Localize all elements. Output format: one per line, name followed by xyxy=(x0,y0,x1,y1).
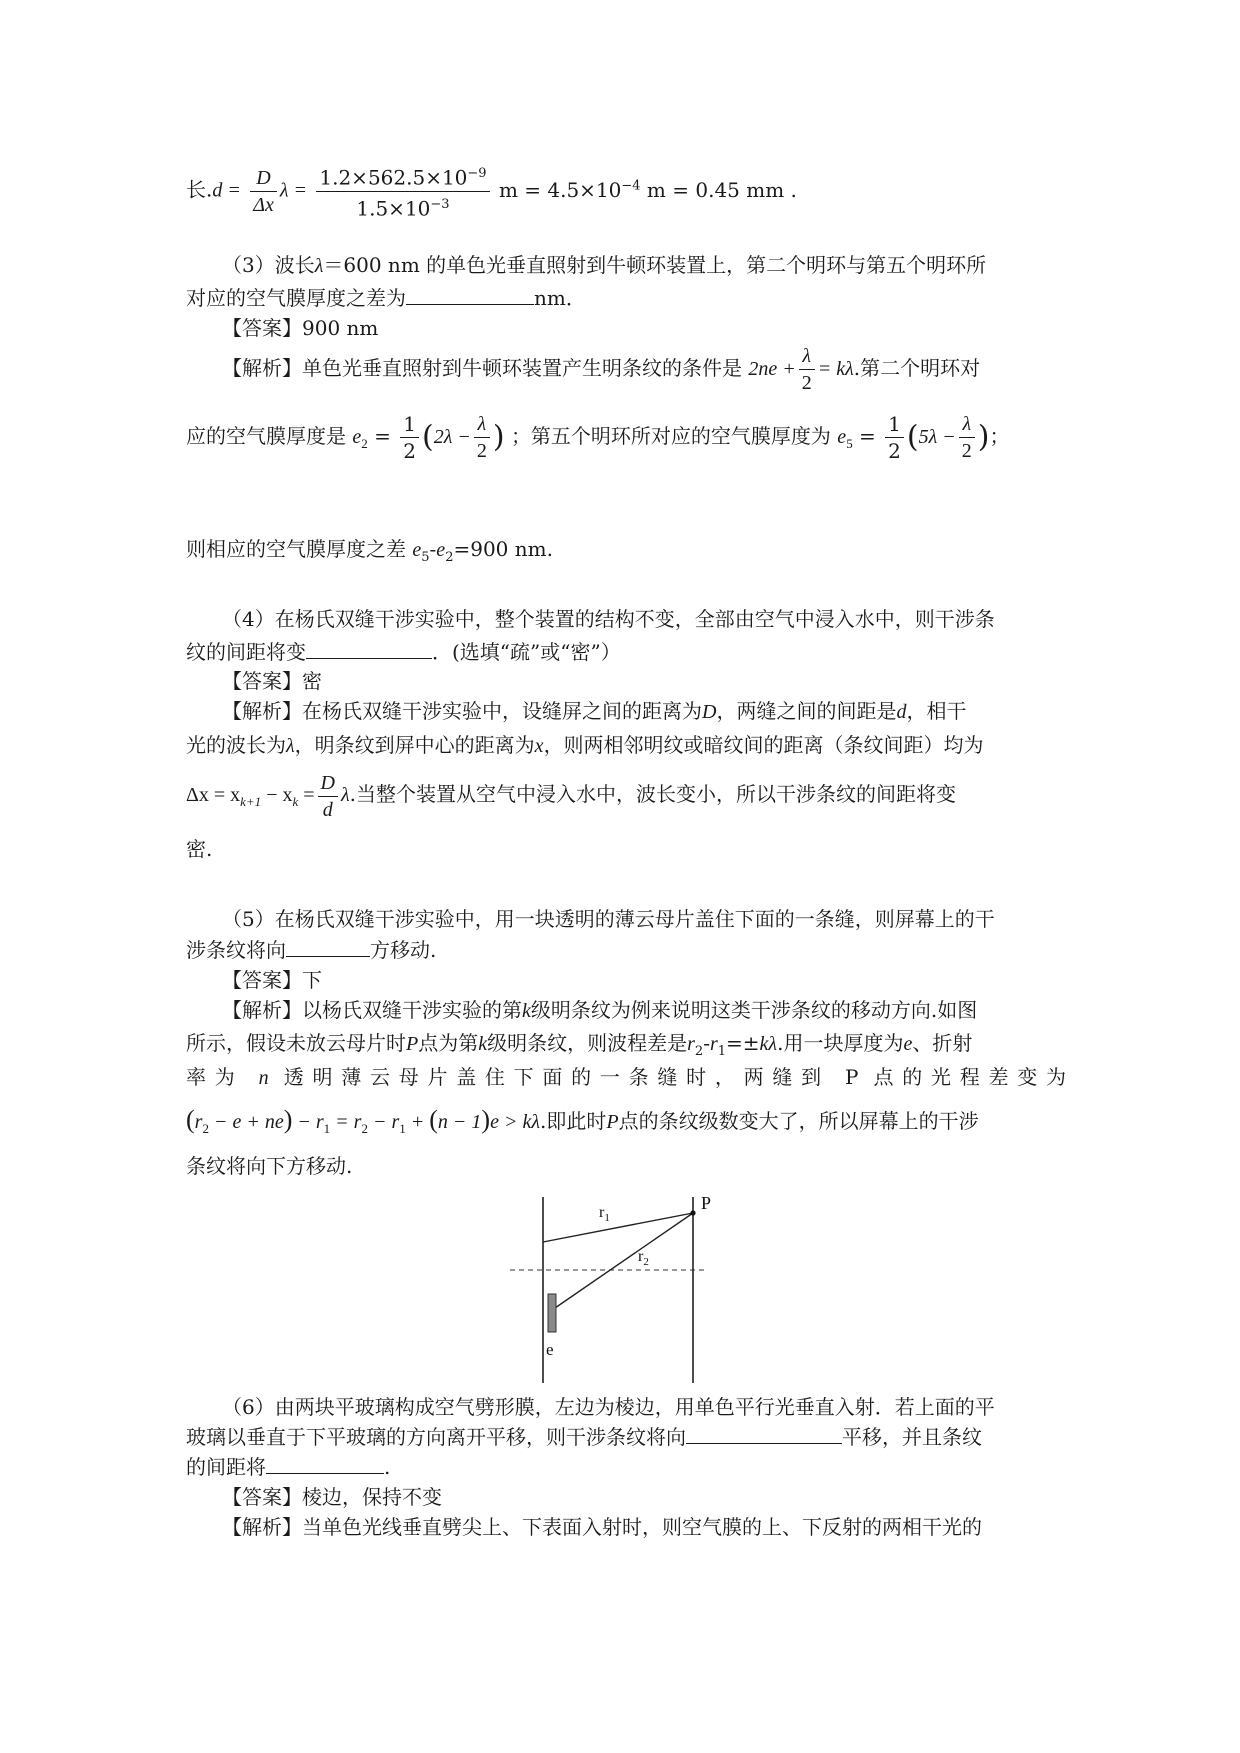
e5-label: e xyxy=(837,426,847,448)
q5-analysis-4b: 点的条纹级数变大了，所以屏幕上的干涉 xyxy=(618,1109,979,1133)
q4-formula xyxy=(186,771,350,821)
q5-analysis-1a: 以杨氏双缝干涉实验的第 xyxy=(302,998,522,1022)
q4-answer: 密 xyxy=(302,669,322,693)
frac-num: λ xyxy=(959,411,975,438)
f-frac xyxy=(318,770,338,823)
q4-stem-1: （4）在杨氏双缝干涉实验中，整个装置的结构不变，全部由空气中浸入水中，则干涉条 xyxy=(222,607,995,631)
q5-formula xyxy=(186,1105,540,1136)
q4-stem-line1 xyxy=(222,604,995,634)
q3-analysis-4-end: ； xyxy=(989,424,1010,448)
q4-analysis-1a: 在杨氏双缝干涉实验中，设缝屏之间的距离为 xyxy=(302,699,702,723)
q6-stem-line2 xyxy=(186,1422,982,1452)
point-P-marker xyxy=(690,1210,695,1215)
q3-answer-label: 【答案】 xyxy=(222,316,302,340)
frac-num xyxy=(316,161,489,192)
formula-lhs: d = xyxy=(212,179,241,202)
q3-answer-line xyxy=(222,313,378,343)
q3-analysis-3: 应的空气膜厚度是 xyxy=(186,424,346,448)
q4-analysis-line2 xyxy=(186,730,984,761)
f-c2: 2 xyxy=(361,1121,368,1136)
q3-analysis-2: .第二个明环对 xyxy=(853,356,981,380)
q4-answer-blank xyxy=(306,638,432,659)
q4-answer-line xyxy=(222,666,322,696)
q3-stem-line2 xyxy=(186,283,586,313)
result-text: m = 4.5×10 xyxy=(498,177,622,202)
f-r2s: 2 xyxy=(202,1121,209,1136)
lambda-half-frac xyxy=(474,411,490,464)
q6-answer-label: 【答案】 xyxy=(222,1485,302,1509)
half-frac xyxy=(400,411,419,464)
frac-num: λ xyxy=(799,343,815,370)
e5-text: e xyxy=(412,539,422,561)
frac-num: 1 xyxy=(885,411,904,438)
var-lambda: λ xyxy=(286,735,295,757)
e5-eq: = xyxy=(859,424,876,448)
f-eq: = xyxy=(298,784,315,806)
pd-s1: 1 xyxy=(717,1044,727,1059)
q4-stem-2: 纹的间距将变 xyxy=(186,640,306,664)
q3-stem-4: nm． xyxy=(534,286,586,310)
q3-lambda: λ xyxy=(314,255,324,277)
mica-sheet xyxy=(548,1294,556,1332)
paren-open: ( xyxy=(906,419,919,455)
e2-eq: = xyxy=(374,424,391,448)
q5-stem-line2 xyxy=(186,935,436,965)
e2-sub-text: 2 xyxy=(445,550,454,565)
q5-stem-line1 xyxy=(222,904,995,934)
q3-stem-3: 对应的空气膜厚度之差为 xyxy=(186,286,406,310)
frac-num: D xyxy=(250,165,277,192)
f-sub2: k xyxy=(292,794,299,809)
q3-analysis-line1 xyxy=(222,340,980,397)
f-f: e > kλ xyxy=(490,1111,540,1133)
half-frac-2 xyxy=(885,411,904,464)
result-exp: −4 xyxy=(621,178,641,193)
q4-analysis-line4 xyxy=(186,834,212,864)
q4-analysis-label: 【解析】 xyxy=(222,699,302,723)
frac-num: λ xyxy=(474,411,490,438)
ray-r2 xyxy=(555,1213,693,1308)
q3-analysis-4: ；第五个明环所对应的空气膜厚度为 xyxy=(510,424,831,448)
q5-analysis-2b: 点为第 xyxy=(418,1031,479,1055)
f-b: − r xyxy=(292,1111,324,1133)
q3-answer: 900 nm xyxy=(302,316,379,340)
var-d: d xyxy=(896,701,907,723)
q3-stem-1: （3）波长 xyxy=(222,253,315,277)
e5-var xyxy=(837,426,853,451)
frac-num: D xyxy=(318,770,338,797)
frac-den: Δx xyxy=(253,193,274,216)
f-c: = r xyxy=(330,1111,362,1133)
q4-analysis-2c: ，则两相邻明纹或暗纹间的距离（条纹间距）均为 xyxy=(543,733,984,757)
f-d: − r xyxy=(367,1111,400,1133)
q6-stem-1: （6）由两块平玻璃构成空气劈形膜，左边为棱边，用单色平行光垂直入射．若上面的平 xyxy=(222,1395,995,1419)
pd-kl: kλ xyxy=(759,1033,778,1055)
q3-analysis-1: 单色光垂直照射到牛顿环装置产生明条纹的条件是 xyxy=(302,356,742,380)
q4-analysis-2a: 光的波长为 xyxy=(186,733,286,757)
q6-stem-2b: 平移，并且条纹 xyxy=(842,1425,982,1449)
f-sub1: k+1 xyxy=(240,794,262,809)
q4-analysis-1c: ，相干 xyxy=(906,699,967,723)
label-P: P xyxy=(701,1195,712,1213)
var-k: k xyxy=(522,1000,531,1022)
q6-analysis-label: 【解析】 xyxy=(222,1515,302,1539)
f-close2: ) xyxy=(481,1105,491,1134)
pd-eq: =± xyxy=(726,1031,760,1055)
q4-analysis-1b: ，两缝之间的间距是 xyxy=(716,699,897,723)
f-d1: 1 xyxy=(399,1121,406,1136)
q3-analysis-5b: =900 nm. xyxy=(453,537,553,561)
e2-sub: 2 xyxy=(361,436,368,451)
frac-num-text: 1.2×562.5×10 xyxy=(319,165,468,190)
formula-prefix: 长. xyxy=(186,177,213,202)
lambda-half-frac-2 xyxy=(959,411,975,464)
var-x: x xyxy=(534,735,544,757)
dash: - xyxy=(429,537,437,561)
var-n: n xyxy=(258,1067,269,1089)
var-P: P xyxy=(406,1033,419,1055)
q6-answer: 棱边，保持不变 xyxy=(302,1485,442,1509)
q6-stem-line1 xyxy=(222,1392,995,1422)
q5-analysis-2e: 、折射 xyxy=(912,1031,973,1055)
q5-stem-1: （5）在杨氏双缝干涉实验中，用一块透明的薄云母片盖住下面的一条缝，则屏幕上的干 xyxy=(222,907,995,931)
q6-stem-line3 xyxy=(186,1452,390,1482)
pd-s2: 2 xyxy=(694,1044,704,1059)
f-n1: n − 1 xyxy=(437,1111,482,1133)
frac-den: 2 xyxy=(476,440,487,462)
paren-close: ) xyxy=(492,419,505,455)
formula-result xyxy=(499,178,797,202)
f-b1: 1 xyxy=(323,1121,331,1136)
pd-r2: r xyxy=(687,1033,695,1055)
q3-analysis-5a: 则相应的空气膜厚度之差 xyxy=(186,537,413,561)
e2-text: e xyxy=(436,539,446,561)
q3-cond-rhs: = kλ xyxy=(817,358,854,380)
result-tail: m = 0.45 mm . xyxy=(640,177,797,202)
frac-den-text: 1.5×10 xyxy=(356,196,431,221)
q5-stem-3: 方移动. xyxy=(370,938,437,962)
q3-stem-2: ＝600 nm 的单色光垂直照射到牛顿环装置上，第二个明环与第五个明环所 xyxy=(323,253,987,277)
q4-analysis-3: .当整个装置从空气中浸入水中，波长变小，所以干涉条纹的间距将变 xyxy=(349,782,957,806)
frac-den: 2 xyxy=(888,439,901,463)
q4-answer-label: 【答案】 xyxy=(222,669,302,693)
label-r1: $r_1$ xyxy=(599,1204,610,1224)
e5-sub-text: 5 xyxy=(421,550,430,565)
q5-analysis-2a: 所示，假设未放云母片时 xyxy=(186,1031,406,1055)
q5-analysis-3b: 透明薄云母片盖住下面的一条缝时，两缝到 P 点的光程差变为 xyxy=(283,1065,1067,1089)
pd-r1: r xyxy=(709,1033,718,1055)
frac-den: 2 xyxy=(801,372,812,394)
q4-analysis-line3 xyxy=(186,766,956,830)
q5-analysis-4a: .即此时 xyxy=(540,1109,607,1133)
q3-analysis-line2 xyxy=(186,408,1010,472)
frac-num-exp: −9 xyxy=(467,166,487,181)
e2-var xyxy=(352,426,368,451)
q6-answer-line xyxy=(222,1482,442,1512)
frac-den: 2 xyxy=(961,440,972,462)
frac-den-exp: −3 xyxy=(430,196,450,212)
fraction-d-over-dx xyxy=(250,165,277,218)
q5-analysis-line3 xyxy=(186,1062,1066,1093)
q3-stem xyxy=(186,250,1066,281)
e2-label: e xyxy=(352,426,362,448)
q5-analysis-label: 【解析】 xyxy=(222,998,302,1022)
q6-stem-3b: . xyxy=(384,1455,391,1479)
var-P-2: P xyxy=(606,1111,619,1133)
pd-dash: - xyxy=(703,1031,710,1055)
q3-analysis-label: 【解析】 xyxy=(222,356,302,380)
q6-answer-blank-1 xyxy=(686,1423,842,1444)
double-slit-figure xyxy=(500,1195,730,1385)
q5-analysis-5: 条纹将向下方移动. xyxy=(186,1154,353,1178)
q6-stem-2a: 玻璃以垂直于下平玻璃的方向离开平移，则干涉条纹将向 xyxy=(186,1425,686,1449)
e2-inner: 2λ − xyxy=(433,426,471,448)
f-lam: λ xyxy=(340,784,350,806)
q3-answer-blank xyxy=(406,284,534,305)
q4-analysis-4: 密. xyxy=(186,837,213,861)
q4-analysis-2b: ，明条纹到屏中心的距离为 xyxy=(294,733,535,757)
paren-open: ( xyxy=(421,419,434,455)
formula-top-line xyxy=(186,158,797,221)
fraction-numeric xyxy=(316,161,489,221)
q5-analysis-line4 xyxy=(186,1100,979,1149)
q5-answer-line xyxy=(222,965,322,995)
f-r2: r xyxy=(194,1111,203,1133)
e5-sub: 5 xyxy=(846,436,853,451)
q6-analysis-line1 xyxy=(222,1512,982,1542)
f-lhs: Δx = x xyxy=(186,784,241,806)
q5-analysis-3a: 率为 xyxy=(186,1065,244,1089)
q4-analysis-line1 xyxy=(222,696,966,727)
q4-stem-3: ．(选填“疏”或“密”） xyxy=(432,640,621,664)
frac-den xyxy=(316,192,489,222)
q3-cond-frac xyxy=(799,343,815,396)
f-e: + xyxy=(405,1111,430,1133)
f-open: ( xyxy=(186,1105,195,1134)
var-k-2: k xyxy=(478,1033,488,1055)
q5-answer: 下 xyxy=(302,968,322,992)
q3-cond-lhs: 2ne + xyxy=(748,358,796,380)
ray-r1 xyxy=(543,1213,693,1242)
frac-den: 2 xyxy=(403,439,416,463)
f-close: ) xyxy=(283,1105,293,1134)
q5-analysis-1b: 级明条纹为例来说明这类干涉条纹的移动方向.如图 xyxy=(530,998,978,1022)
q5-analysis-2d: .用一块厚度为 xyxy=(777,1031,904,1055)
f-mid: − x xyxy=(261,784,293,806)
q5-analysis-line5 xyxy=(186,1151,352,1181)
q3-analysis-line3 xyxy=(186,534,553,573)
var-D: D xyxy=(702,701,717,723)
var-e: e xyxy=(903,1033,913,1055)
label-e: e xyxy=(546,1340,554,1359)
q5-answer-label: 【答案】 xyxy=(222,968,302,992)
q5-analysis-2c: 级明条纹，则波程差是 xyxy=(487,1031,688,1055)
q5-stem-2: 涉条纹将向 xyxy=(186,938,286,962)
f-open2: ( xyxy=(429,1105,438,1134)
q5-answer-blank xyxy=(286,936,370,957)
q6-analysis-1: 当单色光线垂直劈尖上、下表面入射时，则空气膜的上、下反射的两相干光的 xyxy=(302,1515,982,1539)
e5-inner: 5λ − xyxy=(918,426,956,448)
q4-stem-line2 xyxy=(186,637,621,667)
label-r2: $r_2$ xyxy=(638,1248,649,1268)
frac-num: 1 xyxy=(400,411,419,438)
q5-analysis-line1 xyxy=(222,995,977,1026)
f-a: − e + ne xyxy=(208,1111,284,1133)
frac-den: d xyxy=(322,798,333,821)
q6-stem-3a: 的间距将 xyxy=(186,1455,266,1479)
formula-lambda: λ = xyxy=(279,179,308,202)
q6-answer-blank-2 xyxy=(266,1453,384,1474)
paren-close: ) xyxy=(977,419,990,455)
